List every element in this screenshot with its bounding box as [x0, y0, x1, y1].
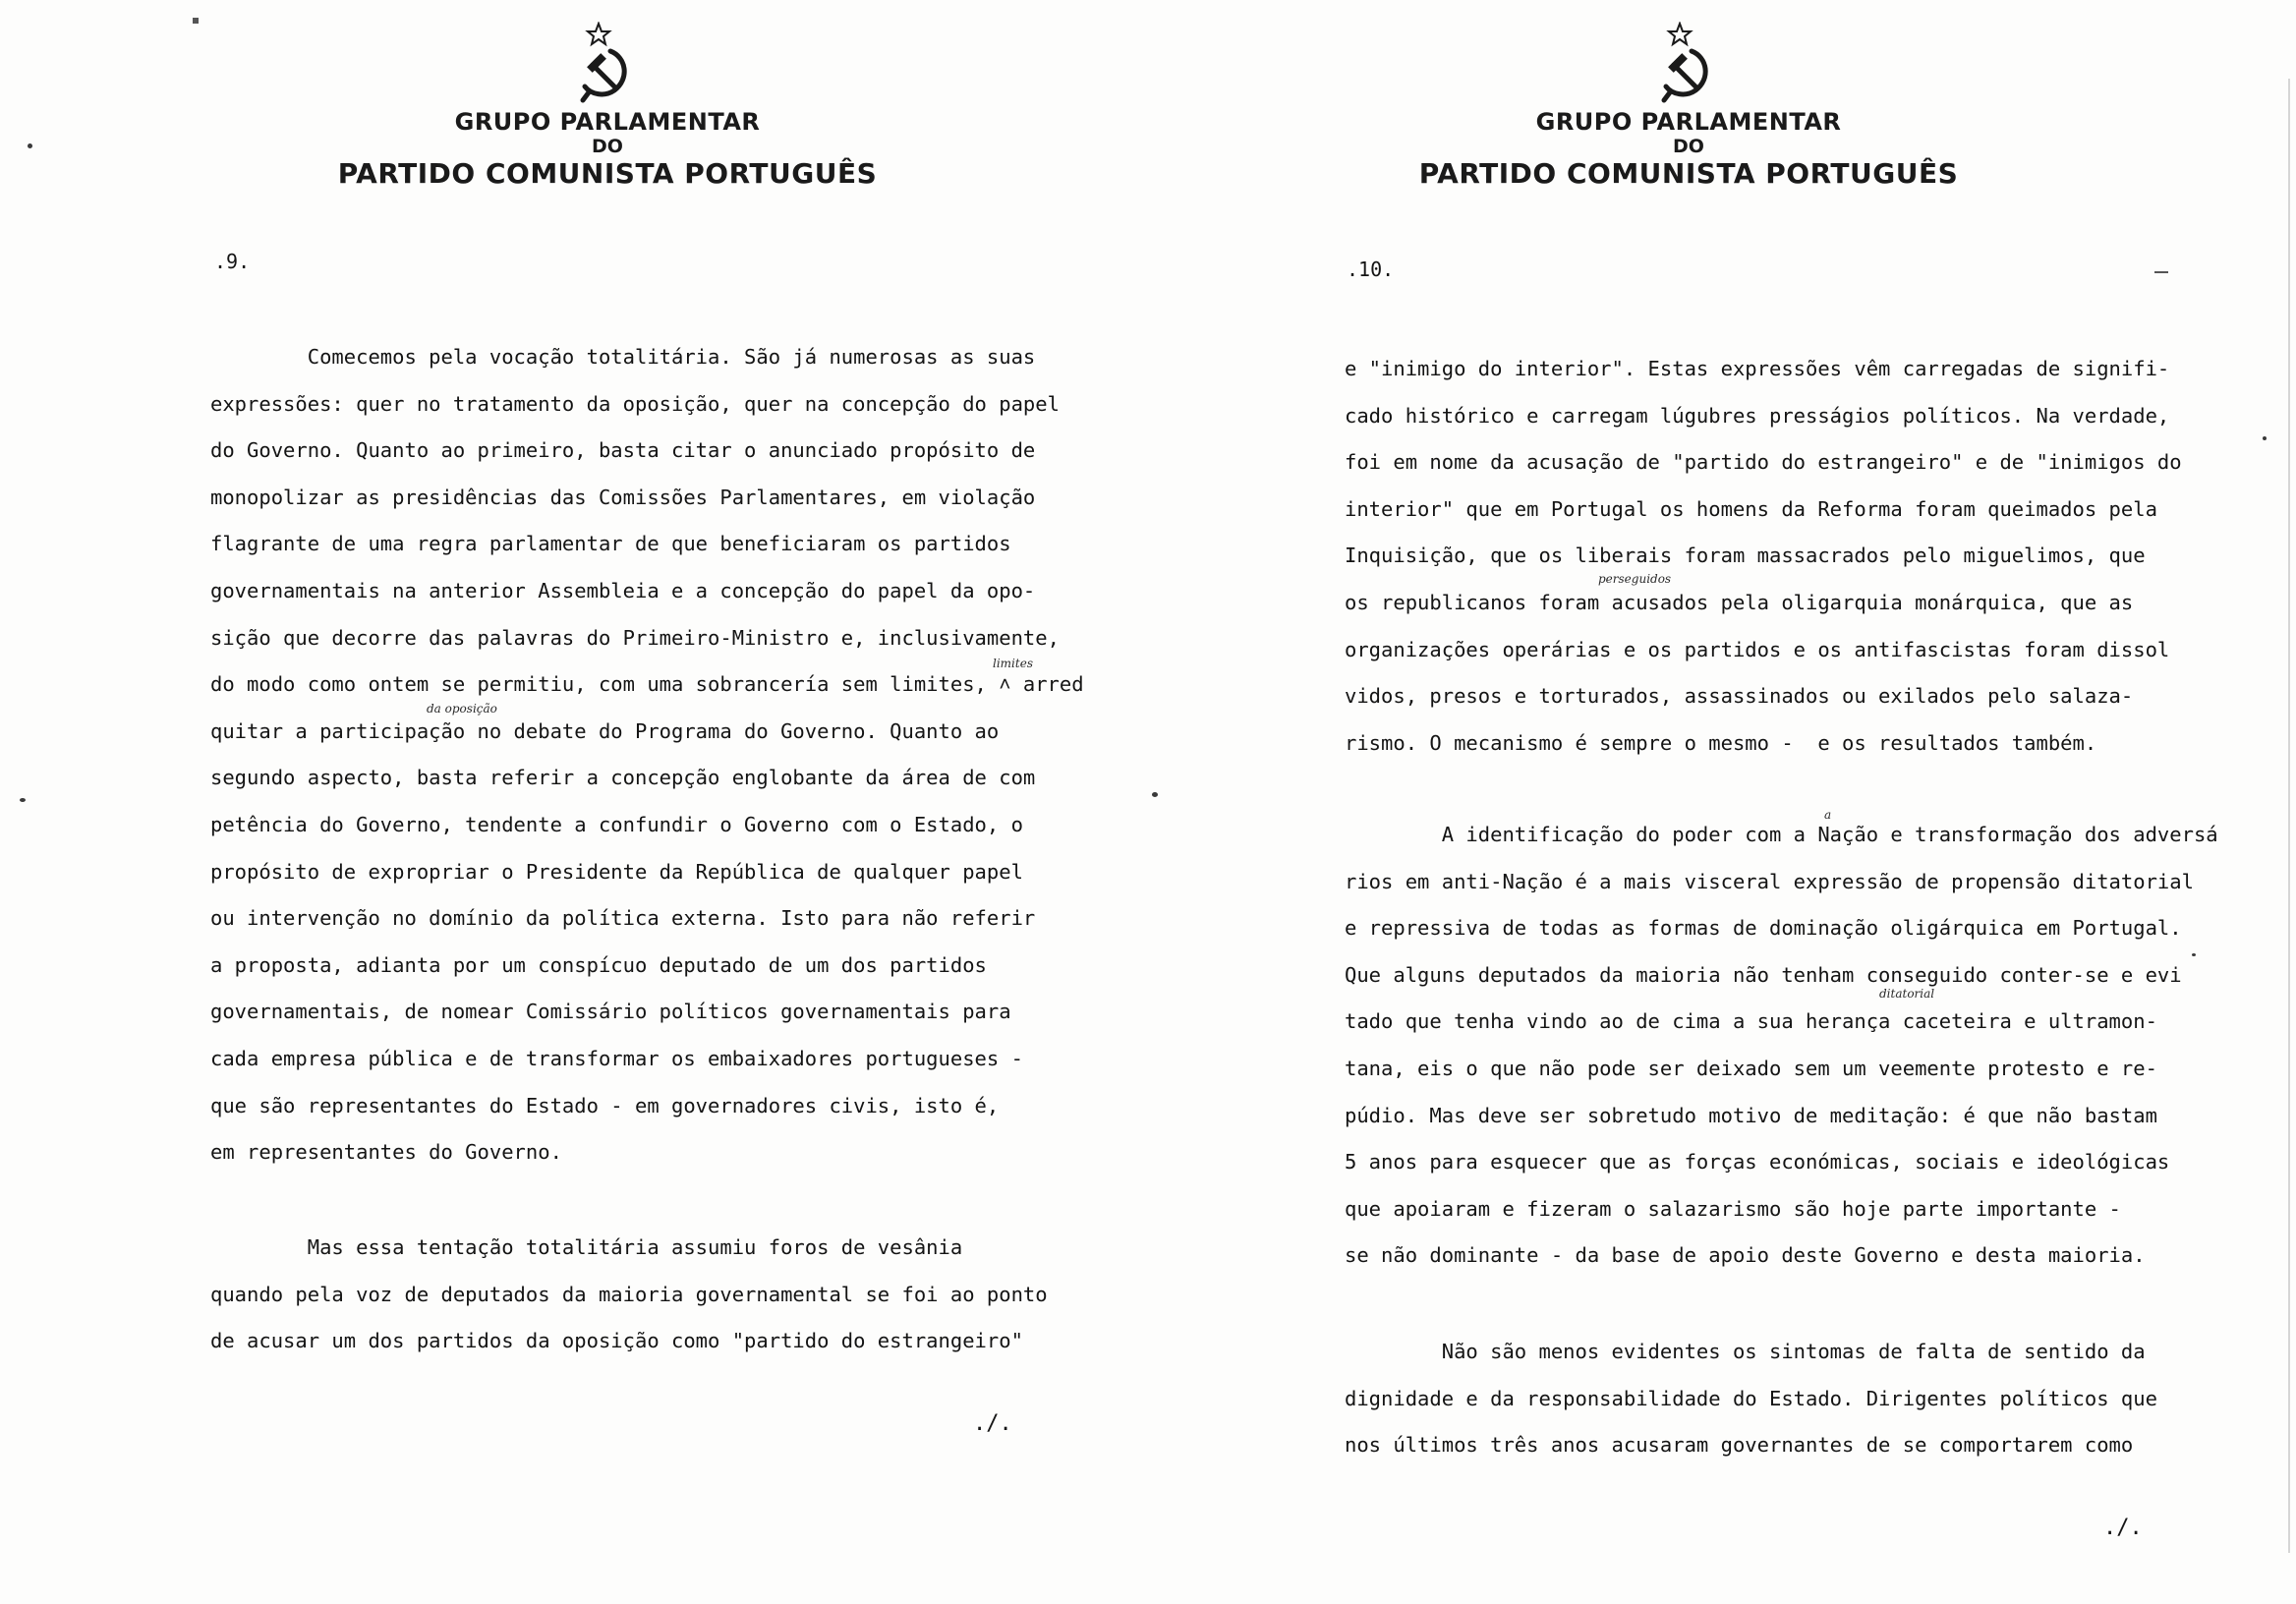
text-line: quitar a participação no debate do Programa do Governo. Quanto ao [210, 718, 1000, 743]
scan-speck [2192, 953, 2196, 956]
text-line: petência do Governo, tendente a confundir o Governo com o Estado, o [210, 812, 1023, 836]
body-paragraph [1345, 812, 2218, 1280]
handwritten-note: da oposição [427, 702, 497, 716]
text-line: rios em anti-Nação é a mais visceral expressão de propensão ditatorial [1345, 869, 2194, 893]
letterhead-group-name: GRUPO PARLAMENTAR [454, 108, 761, 136]
text-line: 5 anos para esquecer que as forças económicas, sociais e ideológicas [1345, 1150, 2170, 1174]
text-line: governamentais, de nomear Comissário políticos governamentais para [210, 1000, 1011, 1024]
text-line: púdio. Mas deve ser sobretudo motivo de meditação: é que não bastam [1345, 1103, 2157, 1127]
hammer-sickle-star-icon [1656, 22, 1721, 104]
text-line: os republicanos foram acusados pela oligarquia monárquica, que as [1345, 590, 2134, 614]
text-line: A identificação do poder com a Nação e transformação dos adversá [1345, 823, 2218, 846]
text-line: tana, eis o que não pode ser deixado sem um veemente protesto e re- [1345, 1056, 2157, 1080]
text-line: propósito de expropriar o Presidente da República de qualquer papel [210, 859, 1023, 884]
letterhead-party-name: PARTIDO COMUNISTA PORTUGUÊS [337, 157, 878, 190]
letterhead-connector: DO [1673, 136, 1704, 157]
text-line: Que alguns deputados da maioria não tenham conseguido conter-se e evi [1345, 962, 2182, 987]
text-line: nos últimos três anos acusaram governantes de se comportarem como [1345, 1433, 2134, 1458]
handwritten-note: limites [993, 657, 1033, 670]
page-edge [2288, 79, 2290, 1553]
text-line: Não são menos evidentes os sintomas de falta de sentido da [1345, 1340, 2146, 1363]
handwritten-note: a [1824, 808, 1832, 822]
body-paragraph [210, 1225, 1048, 1365]
text-line: governamentais na anterior Assembleia e a concepção do papel da opo- [210, 578, 1036, 602]
text-line: Comecemos pela vocação totalitária. São já numerosas as suas [210, 345, 1036, 369]
scan-speck [28, 143, 32, 148]
body-paragraph [210, 334, 1084, 1176]
text-line: a proposta, adianta por um conspícuo deputado de um dos partidos [210, 952, 987, 977]
text-line: do modo como ontem se permitiu, com uma sobrancería sem limites, ˄ arred [210, 672, 1084, 697]
text-line: monopolizar as presidências das Comissões Parlamentares, em violação [210, 485, 1036, 509]
continuation-mark: ./. [2103, 1516, 2143, 1540]
text-line: e repressiva de todas as formas de dominação oligárquica em Portugal. [1345, 916, 2182, 941]
text-line: ou intervenção no domínio da política externa. Isto para não referir [210, 906, 1036, 931]
text-line: organizações operárias e os partidos e os antifascistas foram dissol [1345, 637, 2170, 661]
body-paragraph [1345, 346, 2182, 767]
letterhead-group-name: GRUPO PARLAMENTAR [1535, 108, 1842, 136]
letterhead-connector: DO [592, 136, 623, 157]
hammer-sickle-star-icon [575, 22, 640, 104]
text-line: segundo aspecto, basta referir a concepção englobante da área de com [210, 766, 1036, 790]
text-line: interior" que em Portugal os homens da Reforma foram queimados pela [1345, 496, 2157, 521]
text-line: flagrante de uma regra parlamentar de que beneficiaram os partidos [210, 532, 1011, 556]
text-line: do Governo. Quanto ao primeiro, basta citar o anunciado propósito de [210, 438, 1036, 463]
scan-speck [20, 798, 26, 802]
scan-mark [2154, 271, 2168, 273]
text-line: Mas essa tentação totalitária assumiu foros de vesânia [210, 1235, 963, 1259]
letterhead [332, 22, 883, 191]
text-line: dignidade e da responsabilidade do Estado. Dirigentes políticos que [1345, 1386, 2157, 1410]
text-line: quando pela voz de deputados da maioria governamental se foi ao ponto [210, 1282, 1048, 1306]
text-line: foi em nome da acusação de "partido do estrangeiro" e de "inimigos do [1345, 450, 2182, 475]
text-line: que apoiaram e fizeram o salazarismo são hoje parte importante - [1345, 1196, 2121, 1221]
continuation-mark: ./. [973, 1411, 1012, 1436]
right-page [1148, 0, 2296, 1604]
handwritten-note: ditatorial [1879, 987, 1935, 1001]
text-line: tado que tenha vindo ao de cima a sua herança caceteira e ultramon- [1345, 1009, 2157, 1034]
text-line: Inquisição, que os liberais foram massacrados pelo miguelimos, que [1345, 544, 2146, 568]
text-line: vidos, presos e torturados, assassinados ou exilados pelo salaza- [1345, 684, 2134, 709]
handwritten-note: perseguidos [1598, 572, 1672, 586]
body-paragraph [1345, 1329, 2157, 1469]
text-line: cado histórico e carregam lúgubres presságios políticos. Na verdade, [1345, 403, 2170, 428]
text-line: de acusar um dos partidos da oposição como "partido do estrangeiro" [210, 1329, 1023, 1353]
text-line: sição que decorre das palavras do Primeiro-Ministro e, inclusivamente, [210, 625, 1060, 650]
page-number: .9. [214, 250, 251, 273]
page-number: .10. [1347, 258, 1395, 281]
text-line: cada empresa pública e de transformar os embaixadores portugueses - [210, 1046, 1023, 1070]
text-line: em representantes do Governo. [210, 1140, 562, 1165]
scan-speck [193, 18, 199, 24]
text-line: expressões: quer no tratamento da oposição, quer na concepção do papel [210, 391, 1060, 416]
text-line: que são representantes do Estado - em governadores civis, isto é, [210, 1093, 1000, 1117]
letterhead [1413, 22, 1964, 191]
scan-speck [2263, 436, 2267, 440]
text-line: se não dominante - da base de apoio deste Governo e desta maioria. [1345, 1243, 2146, 1268]
text-line: e "inimigo do interior". Estas expressões vêm carregadas de signifi- [1345, 357, 2170, 380]
text-line: rismo. O mecanismo é sempre o mesmo - e os resultados também. [1345, 730, 2097, 755]
letterhead-party-name: PARTIDO COMUNISTA PORTUGUÊS [1418, 157, 1959, 190]
